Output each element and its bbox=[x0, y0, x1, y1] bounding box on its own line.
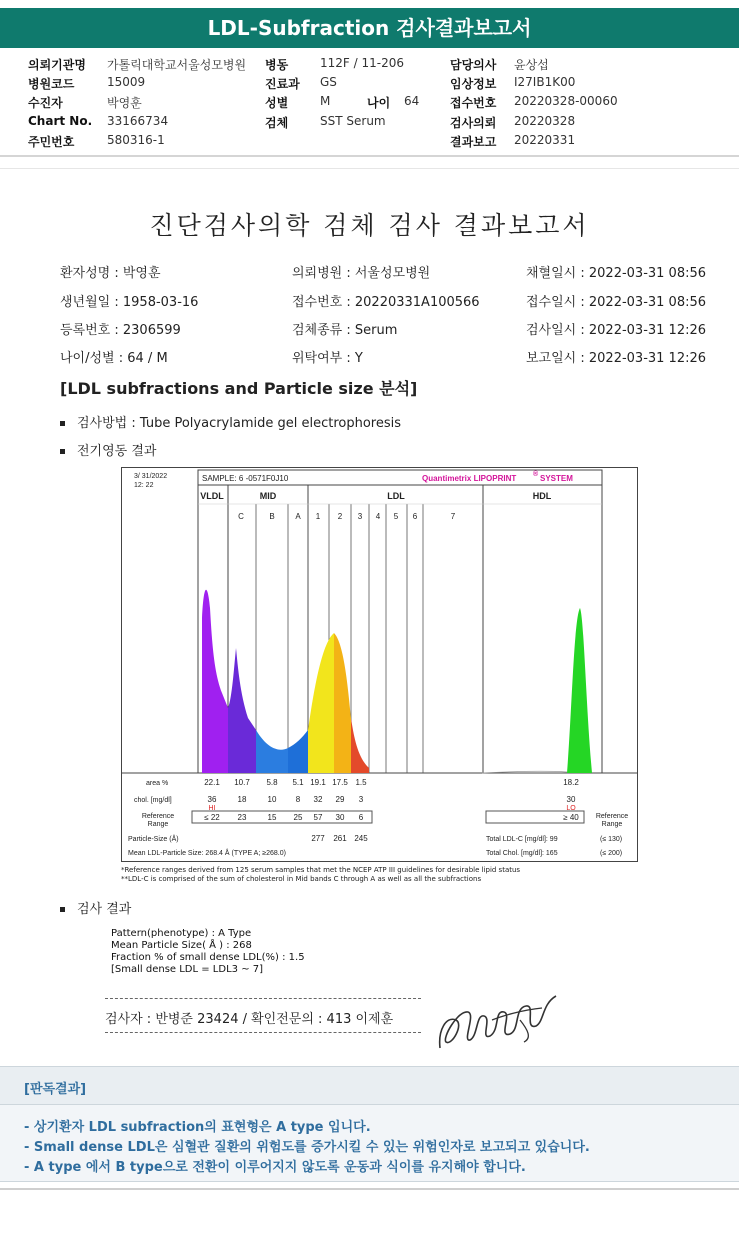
hdl-peak bbox=[567, 608, 592, 773]
label-sex: 성별 bbox=[265, 96, 289, 110]
value-examinee: 박영훈 bbox=[107, 96, 142, 110]
electrophoresis-text: 전기영동 결과 bbox=[77, 444, 157, 459]
patient-consign: 위탁여부 : Y bbox=[292, 351, 363, 366]
value-id: 580316-1 bbox=[107, 133, 165, 147]
ref-right-label: Reference bbox=[595, 813, 629, 820]
band-label: 1 bbox=[315, 512, 321, 521]
flag-hi: HI bbox=[208, 805, 216, 812]
patient-hospital: 의뢰병원 : 서울성모병원 bbox=[292, 266, 431, 281]
ldl3-peak bbox=[351, 718, 369, 773]
value-code: 15009 bbox=[107, 75, 146, 89]
band-label: 6 bbox=[412, 512, 418, 521]
bullet-icon bbox=[60, 421, 65, 426]
ref-right-label: Range bbox=[601, 821, 623, 828]
results-text bbox=[111, 928, 305, 976]
band-label: 4 bbox=[375, 512, 381, 521]
patient-report-time: 보고일시 : 2022-03-31 12:26 bbox=[526, 351, 707, 366]
total-ldl-ref: (≤ 130) bbox=[600, 836, 623, 843]
footnotes bbox=[121, 866, 520, 884]
area-value: 19.1 bbox=[310, 778, 326, 787]
chart-time: 12: 22 bbox=[134, 482, 154, 489]
patient-birth: 생년월일 : 1958-03-16 bbox=[60, 295, 199, 310]
result-line: Pattern(phenotype) : A Type bbox=[111, 928, 252, 939]
value-hospital: 가톨릭대학교서울성모병원 bbox=[107, 58, 247, 72]
electrophoresis-heading bbox=[60, 440, 156, 459]
value-dept: GS bbox=[320, 75, 337, 89]
signer-line: 검사자 : 반병준 23424 / 확인전문의 : 413 이제훈 bbox=[105, 1012, 394, 1027]
value-doctor: 윤상섭 bbox=[514, 58, 549, 72]
label-examinee: 수진자 bbox=[28, 96, 63, 110]
total-chol: Total Chol. [mg/dl]: 165 bbox=[486, 850, 558, 857]
group-label: LDL bbox=[387, 491, 405, 501]
patient-test-time: 검사일시 : 2022-03-31 12:26 bbox=[526, 323, 707, 338]
ref-value: 30 bbox=[335, 813, 345, 822]
bullet-icon bbox=[60, 907, 65, 912]
vldl-peak bbox=[202, 590, 228, 773]
interpretation-line: - A type 에서 B type으로 전환이 이루어지지 않도록 운동과 식이를 유지해야 합니다. bbox=[24, 1160, 526, 1175]
patient-accession-no: 접수번호 : 20220331A100566 bbox=[292, 295, 480, 310]
size-value: 245 bbox=[354, 834, 368, 843]
divider bbox=[105, 998, 421, 999]
chol-value: 36 bbox=[207, 795, 217, 804]
chart-brand-tail: SYSTEM bbox=[540, 474, 573, 483]
interpretation-line: - 상기환자 LDL subfraction의 표현형은 A type 입니다. bbox=[24, 1120, 371, 1135]
result-line: Mean Particle Size( Å ) : 268 bbox=[111, 940, 252, 951]
row-label-chol: chol. [mg/dl] bbox=[134, 797, 172, 804]
ref-value: 57 bbox=[313, 813, 323, 822]
divider bbox=[105, 1032, 421, 1033]
value-ward: 112F / 11-206 bbox=[320, 56, 404, 70]
value-receipt: 20220328-00060 bbox=[514, 94, 618, 108]
label-hospital: 의뢰기관명 bbox=[28, 58, 86, 72]
signature-image bbox=[432, 990, 562, 1058]
report-info bbox=[0, 52, 739, 152]
interpretation-line: - Small dense LDL은 심혈관 질환의 위험도를 증가시킬 수 있는 위험인자로 보고되고 있습니다. bbox=[24, 1140, 590, 1155]
patient-collect-time: 채혈일시 : 2022-03-31 08:56 bbox=[526, 266, 707, 281]
label-report: 결과보고 bbox=[450, 135, 497, 149]
divider bbox=[0, 155, 739, 157]
band-label: C bbox=[238, 512, 244, 521]
divider bbox=[0, 168, 739, 169]
chart-brand: Quantimetrix LIPOPRINT bbox=[422, 474, 517, 483]
label-doctor: 담당의사 bbox=[450, 58, 497, 72]
result-line: Fraction % of small dense LDL(%) : 1.5 bbox=[111, 952, 305, 963]
chol-value: 32 bbox=[313, 795, 323, 804]
ref-value: 23 bbox=[237, 813, 247, 822]
section-heading: [LDL subfractions and Particle size 분석] bbox=[60, 379, 418, 398]
ref-value: 25 bbox=[293, 813, 303, 822]
area-value: 18.2 bbox=[563, 778, 579, 787]
band-label: 3 bbox=[357, 512, 363, 521]
lipoprint-chart bbox=[121, 467, 638, 862]
footnote-line: **LDL-C is comprised of the sum of cholesterol in Mid bands C through A as well as all the subfractions bbox=[121, 875, 482, 883]
band-label: A bbox=[295, 512, 301, 521]
divider bbox=[0, 1188, 739, 1190]
band-label: 7 bbox=[450, 512, 456, 521]
patient-specimen: 검체종류 : Serum bbox=[292, 323, 398, 338]
label-age: 나이 bbox=[367, 96, 391, 110]
interpretation-header bbox=[0, 1066, 739, 1104]
report-title: LDL-Subfraction 검사결과보고서 bbox=[0, 8, 739, 48]
mida-peak bbox=[288, 730, 308, 773]
chol-value: 30 bbox=[566, 795, 576, 804]
interpretation-title: [판독결과] bbox=[24, 1082, 87, 1097]
ref-value: ≥ 40 bbox=[563, 813, 579, 822]
total-ldl: Total LDL-C [mg/dl]: 99 bbox=[486, 836, 558, 843]
value-age: 64 bbox=[404, 94, 420, 108]
size-value: 277 bbox=[311, 834, 325, 843]
label-ward: 병동 bbox=[265, 58, 289, 72]
area-value: 5.8 bbox=[266, 778, 278, 787]
ref-value: 15 bbox=[267, 813, 277, 822]
chol-value: 18 bbox=[237, 795, 247, 804]
patient-accession-time: 접수일시 : 2022-03-31 08:56 bbox=[526, 295, 707, 310]
row-label-ref: Range bbox=[147, 821, 169, 828]
area-value: 17.5 bbox=[332, 778, 348, 787]
value-report: 20220331 bbox=[514, 133, 576, 147]
mean-size-label: Mean LDL-Particle Size: 268.4 Å (TYPE A; ≥268.0) bbox=[128, 850, 286, 857]
group-label: VLDL bbox=[200, 491, 224, 501]
value-clinical: I27IB1K00 bbox=[514, 75, 576, 89]
document-title: 진단검사의학 검체 검사 결과보고서 bbox=[149, 211, 590, 240]
bullet-icon bbox=[60, 449, 65, 454]
chart-sample: SAMPLE: 6 -0571F0J10 bbox=[202, 474, 289, 483]
results-heading bbox=[60, 898, 131, 917]
ldl1-peak bbox=[308, 633, 334, 773]
ldl2-peak bbox=[334, 633, 351, 773]
patient-name: 환자성명 : 박영훈 bbox=[60, 266, 161, 281]
flag-lo: LO bbox=[566, 805, 576, 812]
ref-value: 6 bbox=[358, 813, 364, 822]
patient-age-sex: 나이/성별 : 64 / M bbox=[60, 351, 168, 366]
lipoprint-svg bbox=[122, 468, 637, 861]
results-heading-text: 검사 결과 bbox=[77, 902, 132, 917]
midb-peak bbox=[256, 730, 288, 773]
chart-date: 3/ 31/2022 bbox=[134, 473, 168, 480]
group-label: MID bbox=[259, 491, 277, 501]
interpretation-body bbox=[0, 1104, 739, 1182]
row-label-area: area % bbox=[146, 780, 169, 787]
row-label-ref: Reference bbox=[141, 813, 175, 820]
midc-peak bbox=[228, 648, 256, 773]
area-value: 1.5 bbox=[355, 778, 367, 787]
label-specimen: 검체 bbox=[265, 116, 289, 130]
value-sex: M bbox=[320, 94, 331, 108]
chol-value: 29 bbox=[335, 795, 345, 804]
chol-value: 8 bbox=[295, 795, 301, 804]
value-specimen: SST Serum bbox=[320, 114, 386, 128]
band-label: 5 bbox=[393, 512, 399, 521]
total-chol-ref: (≤ 200) bbox=[600, 850, 623, 857]
group-label: HDL bbox=[532, 491, 552, 501]
value-chart-no: 33166734 bbox=[107, 114, 169, 128]
footnote-line: *Reference ranges derived from 125 serum samples that met the NCEP ATP III guidelines for desirable lipid status bbox=[121, 866, 521, 874]
size-value: 261 bbox=[333, 834, 347, 843]
label-code: 병원코드 bbox=[28, 77, 75, 91]
label-clinical: 임상정보 bbox=[450, 77, 497, 91]
band-label: 2 bbox=[337, 512, 343, 521]
row-label-size: Particle-Size (Å) bbox=[128, 836, 179, 843]
method-line bbox=[60, 412, 401, 431]
label-dept: 진료과 bbox=[265, 77, 300, 91]
method-text: 검사방법 : Tube Polyacrylamide gel electrophoresis bbox=[77, 416, 402, 431]
patient-reg-no: 등록번호 : 2306599 bbox=[60, 323, 181, 338]
result-line: [Small dense LDL = LDL3 ~ 7] bbox=[111, 964, 264, 975]
ref-value: ≤ 22 bbox=[204, 813, 220, 822]
area-value: 5.1 bbox=[292, 778, 304, 787]
label-id: 주민번호 bbox=[28, 135, 75, 149]
area-value: 22.1 bbox=[204, 778, 220, 787]
label-receipt: 접수번호 bbox=[450, 96, 497, 110]
chol-value: 10 bbox=[267, 795, 277, 804]
band-label: B bbox=[269, 512, 275, 521]
area-value: 10.7 bbox=[234, 778, 250, 787]
label-chart-no: Chart No. bbox=[28, 114, 93, 128]
label-request: 검사의뢰 bbox=[450, 116, 497, 130]
chol-value: 3 bbox=[358, 795, 364, 804]
value-request: 20220328 bbox=[514, 114, 576, 128]
chart-brand-mark: ® bbox=[533, 471, 539, 478]
